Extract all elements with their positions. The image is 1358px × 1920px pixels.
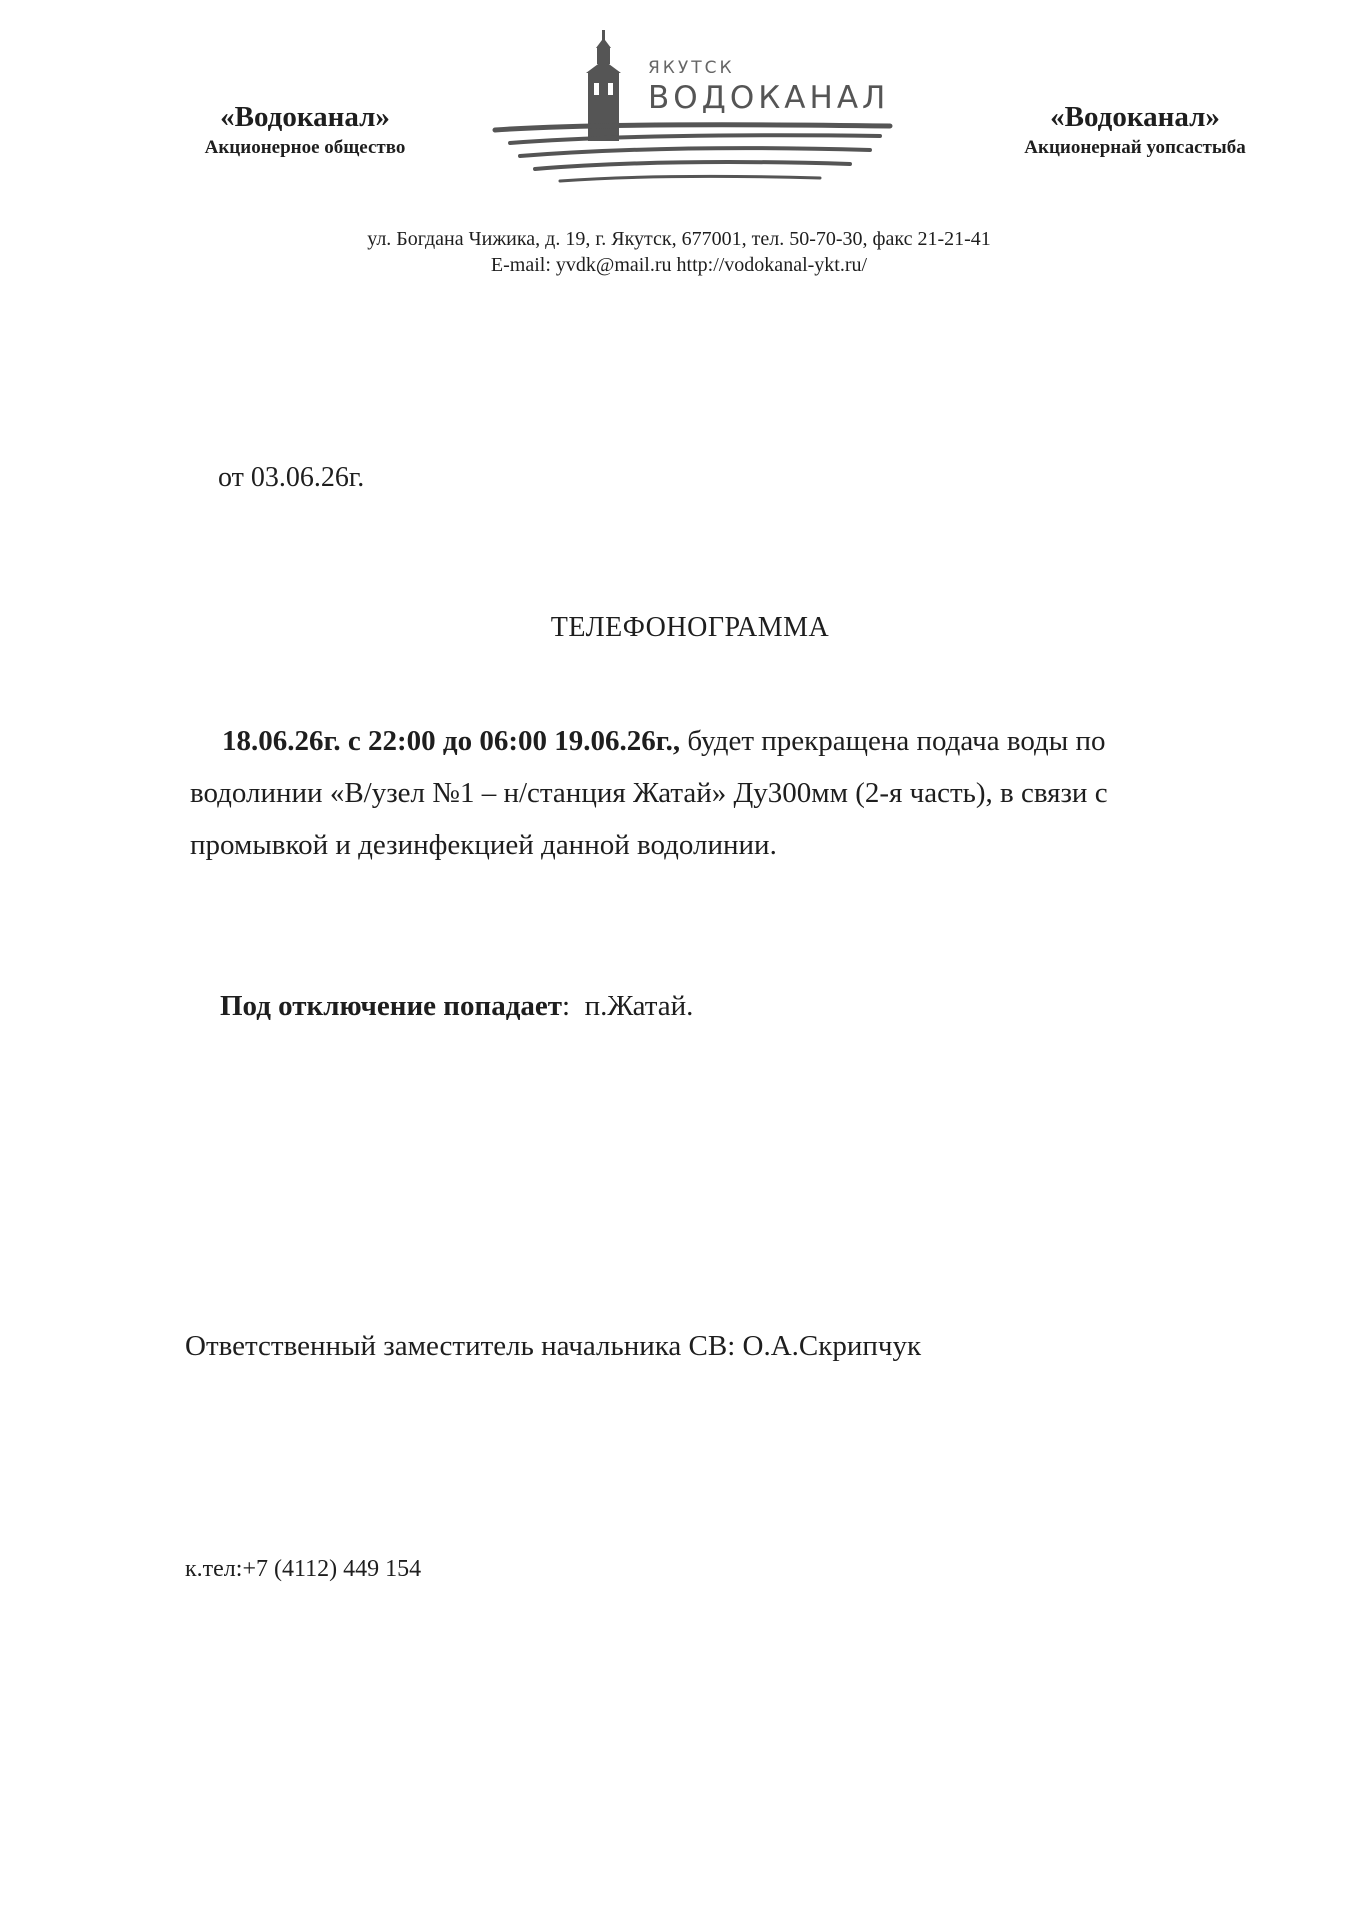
cutoff-value: п.Жатай. bbox=[584, 990, 694, 1022]
responsible-person: Ответственный заместитель начальника СВ: О.А.Скрипчук bbox=[185, 1330, 922, 1362]
org-type-left: Акционерное общество bbox=[204, 137, 406, 158]
cutoff-label: Под отключение попадает bbox=[220, 990, 563, 1022]
body-text: будет прекращена подача воды по водолинии «В/узел №1 – н/станция Жатай» Ду300мм (2-я часть), в связи с промывкой и дезинфекцией данной водолинии. bbox=[190, 725, 1108, 861]
org-block-right bbox=[990, 100, 1280, 162]
cutoff-line bbox=[220, 990, 693, 1023]
org-name-left: «Водоканал» bbox=[220, 101, 390, 133]
address-line: ул. Богдана Чижика, д. 19, г. Якутск, 677001, тел. 50-70-30, факс 21-21-41 bbox=[367, 228, 991, 250]
contact-line: E-mail: yvdk@mail.ru http://vodokanal-ykt.ru/ bbox=[490, 254, 868, 276]
contact-phone: к.тел:+7 (4112) 449 154 bbox=[185, 1556, 422, 1582]
org-block-left bbox=[170, 100, 440, 162]
org-type-right: Акционернай уопсастыба bbox=[1024, 137, 1246, 158]
org-name-right: «Водоканал» bbox=[1050, 101, 1220, 133]
document-date: от 03.06.26г. bbox=[218, 462, 365, 493]
cutoff-colon: : bbox=[562, 990, 571, 1022]
logo-text-small: ЯКУТСК bbox=[648, 58, 735, 78]
body-date-range: 18.06.26г. с 22:00 до 06:00 19.06.26г., bbox=[222, 725, 681, 757]
document-title: ТЕЛЕФОНОГРАММА bbox=[550, 612, 830, 643]
document-body bbox=[190, 715, 1230, 871]
logo-text-big: ВОДОКАНАЛ bbox=[648, 80, 890, 116]
